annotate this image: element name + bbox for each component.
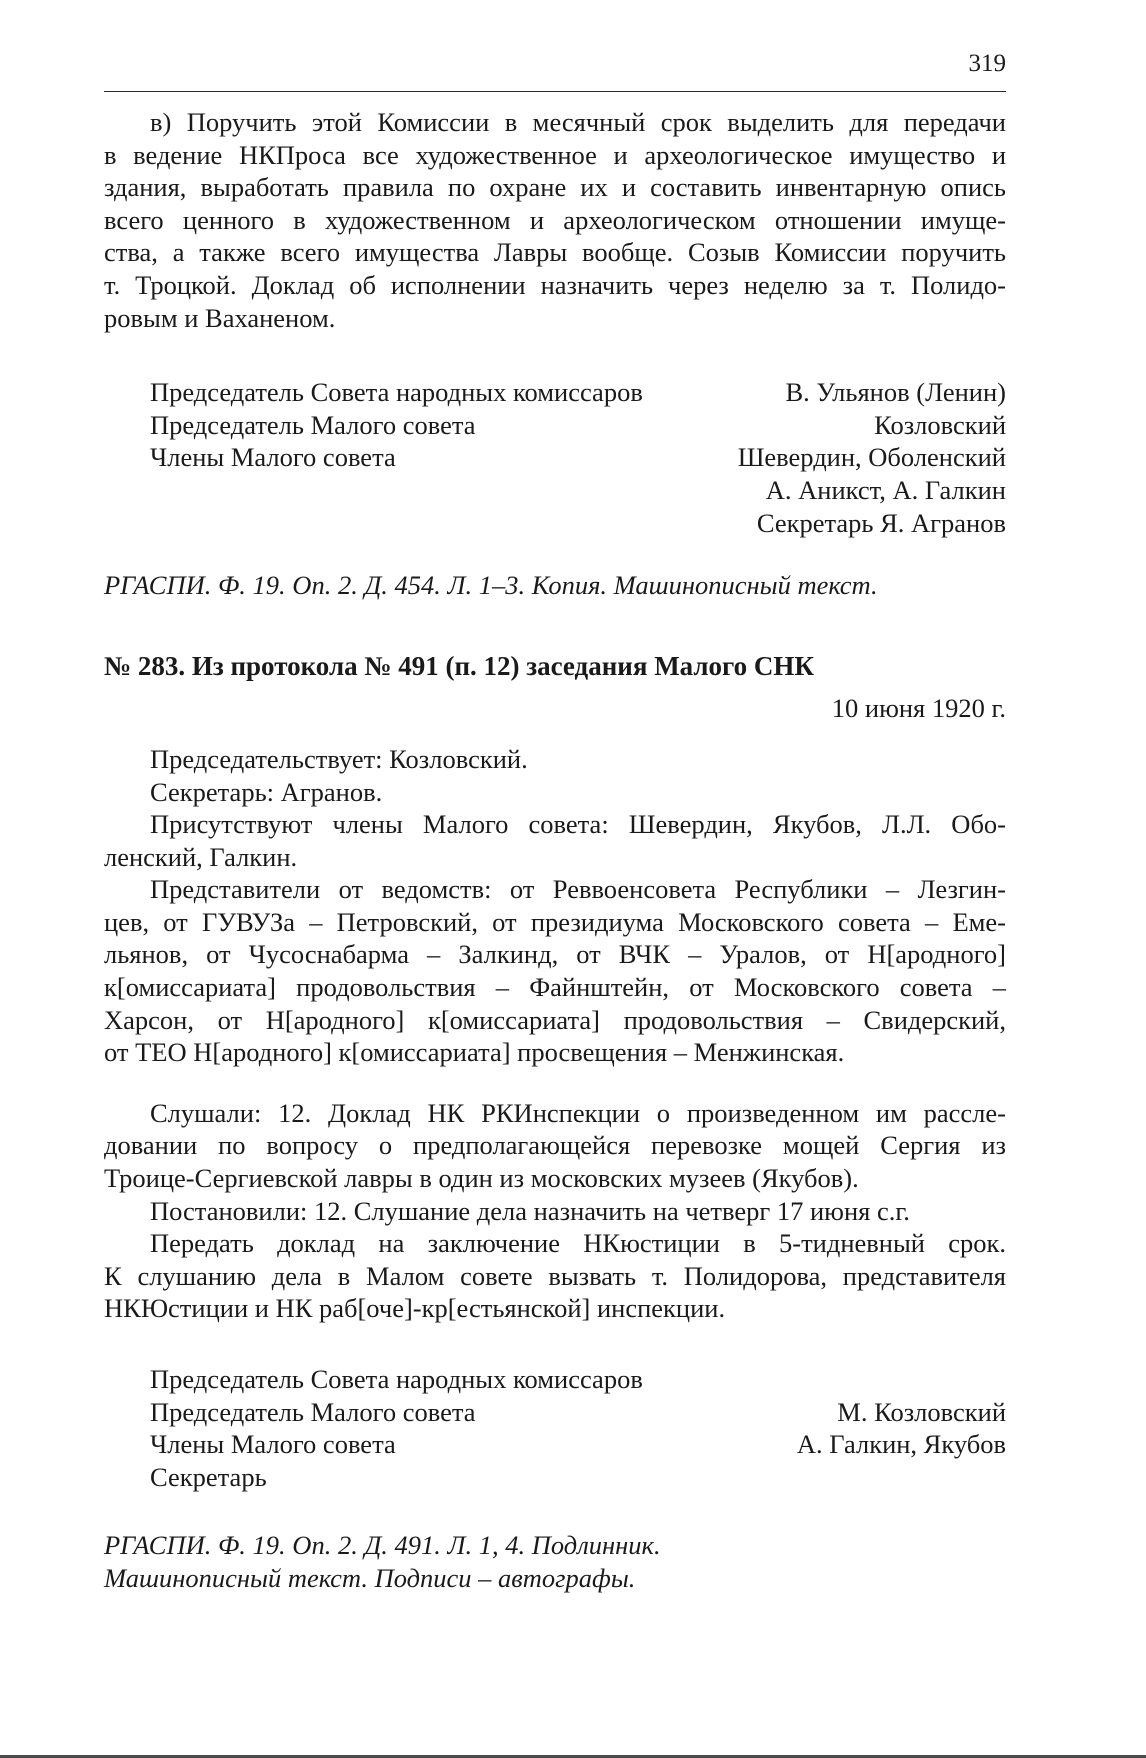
signature-name: В. Ульянов (Ленин) <box>785 377 1006 408</box>
spacer <box>104 334 1006 376</box>
text-column <box>104 106 1006 1595</box>
body-line: НКЮстиции и НК раб[оче]-кр[естьянской] инспекции. <box>104 1293 726 1324</box>
signature-row <box>104 441 1006 474</box>
body-line: Передать доклад на заключение НКюстиции в 5-тидневный срок. <box>150 1228 1006 1259</box>
body-line: к[омиссариата] продовольствия – Файнштейн, от Московского совета – <box>104 972 1006 1003</box>
signature-title: Председатель Совета народных комиссаров <box>150 1364 643 1394</box>
signature-row <box>104 376 1006 409</box>
spacer <box>104 1325 1006 1363</box>
body-line: Постановили: 12. Слушание дела назначить на четверг 17 июня с.г. <box>150 1195 910 1226</box>
spacer <box>104 682 1006 692</box>
signature-row <box>104 1396 1006 1429</box>
signature-title: Председатель Малого совета <box>150 409 476 440</box>
signature-title: Председатель Совета народных комиссаров <box>150 377 643 408</box>
paragraph-line: т. Троцкой. Доклад об исполнении назначить через неделю за т. Полидо- <box>104 269 1006 300</box>
signature-block-283 <box>104 1363 1006 1493</box>
spacer <box>104 1069 1006 1097</box>
paragraph-line: ства, а также всего имущества Лавры вообще. Созыв Комиссии поручить <box>104 237 1006 268</box>
spacer <box>104 602 1006 650</box>
signature-row <box>104 507 1006 540</box>
attendance-paragraphs <box>104 743 1006 1069</box>
signature-row <box>104 1428 1006 1461</box>
paragraph-line: всего ценного в художественном и археологическом отношении имуще- <box>104 204 1006 235</box>
signature-row <box>104 1461 1006 1494</box>
body-line: Секретарь: Агранов. <box>150 776 383 807</box>
paragraph-line: в) Поручить этой Комиссии в месячный срок выделить для передачи <box>150 107 1006 137</box>
prev-doc-paragraph <box>104 106 1006 334</box>
body-line: довании по вопросу о предполагающейся перевозке мощей Сергия из <box>104 1130 1006 1161</box>
resolution-paragraphs <box>104 1097 1006 1325</box>
page-number: 319 <box>968 50 1006 77</box>
spacer <box>104 539 1006 569</box>
signature-row <box>104 1363 1006 1396</box>
paragraph-line: здания, выработать правила по охране их и составить инвентарную опись <box>104 172 1006 203</box>
body-line: Харсон, от Н[ародного] к[омиссариата] продовольствия – Свидерский, <box>104 1004 1006 1035</box>
signature-title: Члены Малого совета <box>150 442 396 473</box>
body-line: льянов, от Чусоснабарма – Залкинд, от ВЧК – Уралов, от Н[ародного] <box>104 939 1006 970</box>
body-line: цев, от ГУВУЗа – Петровский, от президиума Московского совета – Еме- <box>104 906 1006 937</box>
archive-reference: РГАСПИ. Ф. 19. Оп. 2. Д. 454. Л. 1–3. Копия. Машинописный текст. <box>104 570 878 601</box>
signature-name: Шевердин, Оболенский <box>737 442 1006 473</box>
signature-title: Секретарь <box>150 1461 267 1492</box>
body-line: Председательствует: Козловский. <box>150 743 528 774</box>
body-line: ленский, Галкин. <box>104 841 298 872</box>
spacer <box>104 725 1006 743</box>
signature-row <box>104 474 1006 507</box>
body-line: Присутствуют члены Малого совета: Шевердин, Якубов, Л.Л. Обо- <box>150 809 1006 840</box>
signature-block-prev <box>104 376 1006 539</box>
signature-name: Секретарь Я. Агранов <box>756 507 1006 538</box>
signature-row <box>104 409 1006 442</box>
signature-name: А. Галкин, Якубов <box>796 1429 1006 1460</box>
signature-title: Председатель Малого совета <box>150 1396 476 1427</box>
header-rule <box>104 91 1006 92</box>
paragraph-line: в ведение НКПроса все художественное и археологическое имущество и <box>104 139 1006 170</box>
archive-reference-line: Машинописный текст. Подписи – автографы. <box>104 1562 636 1593</box>
document-date: 10 июня 1920 г. <box>831 693 1006 724</box>
signature-name: А. Аникст, А. Галкин <box>765 474 1006 505</box>
body-line: Слушали: 12. Доклад НК РКИнспекции о произведенном им рассле- <box>150 1097 1006 1128</box>
spacer <box>104 1493 1006 1529</box>
signature-name: М. Козловский <box>837 1396 1006 1427</box>
signature-title: Члены Малого совета <box>150 1429 396 1460</box>
signature-name: Козловский <box>874 409 1006 440</box>
body-line: Представители от ведомств: от Реввоенсовета Республики – Лезгин- <box>150 874 1006 905</box>
body-line: К слушанию дела в Малом совете вызвать т. Полидорова, представителя <box>104 1260 1006 1291</box>
body-line: от ТЕО Н[ародного] к[омиссариата] просвещения – Менжинская. <box>104 1037 845 1068</box>
archive-reference-line: РГАСПИ. Ф. 19. Оп. 2. Д. 491. Л. 1, 4. Подлинник. <box>104 1530 661 1561</box>
paragraph-line: ровым и Ваханеном. <box>104 302 336 333</box>
archive-reference-283 <box>104 1529 1006 1594</box>
body-line: Троице-Сергиевской лавры в один из московских музеев (Якубов). <box>104 1163 859 1194</box>
document-heading: № 283. Из протокола № 491 (п. 12) заседания Малого СНК <box>104 650 814 681</box>
